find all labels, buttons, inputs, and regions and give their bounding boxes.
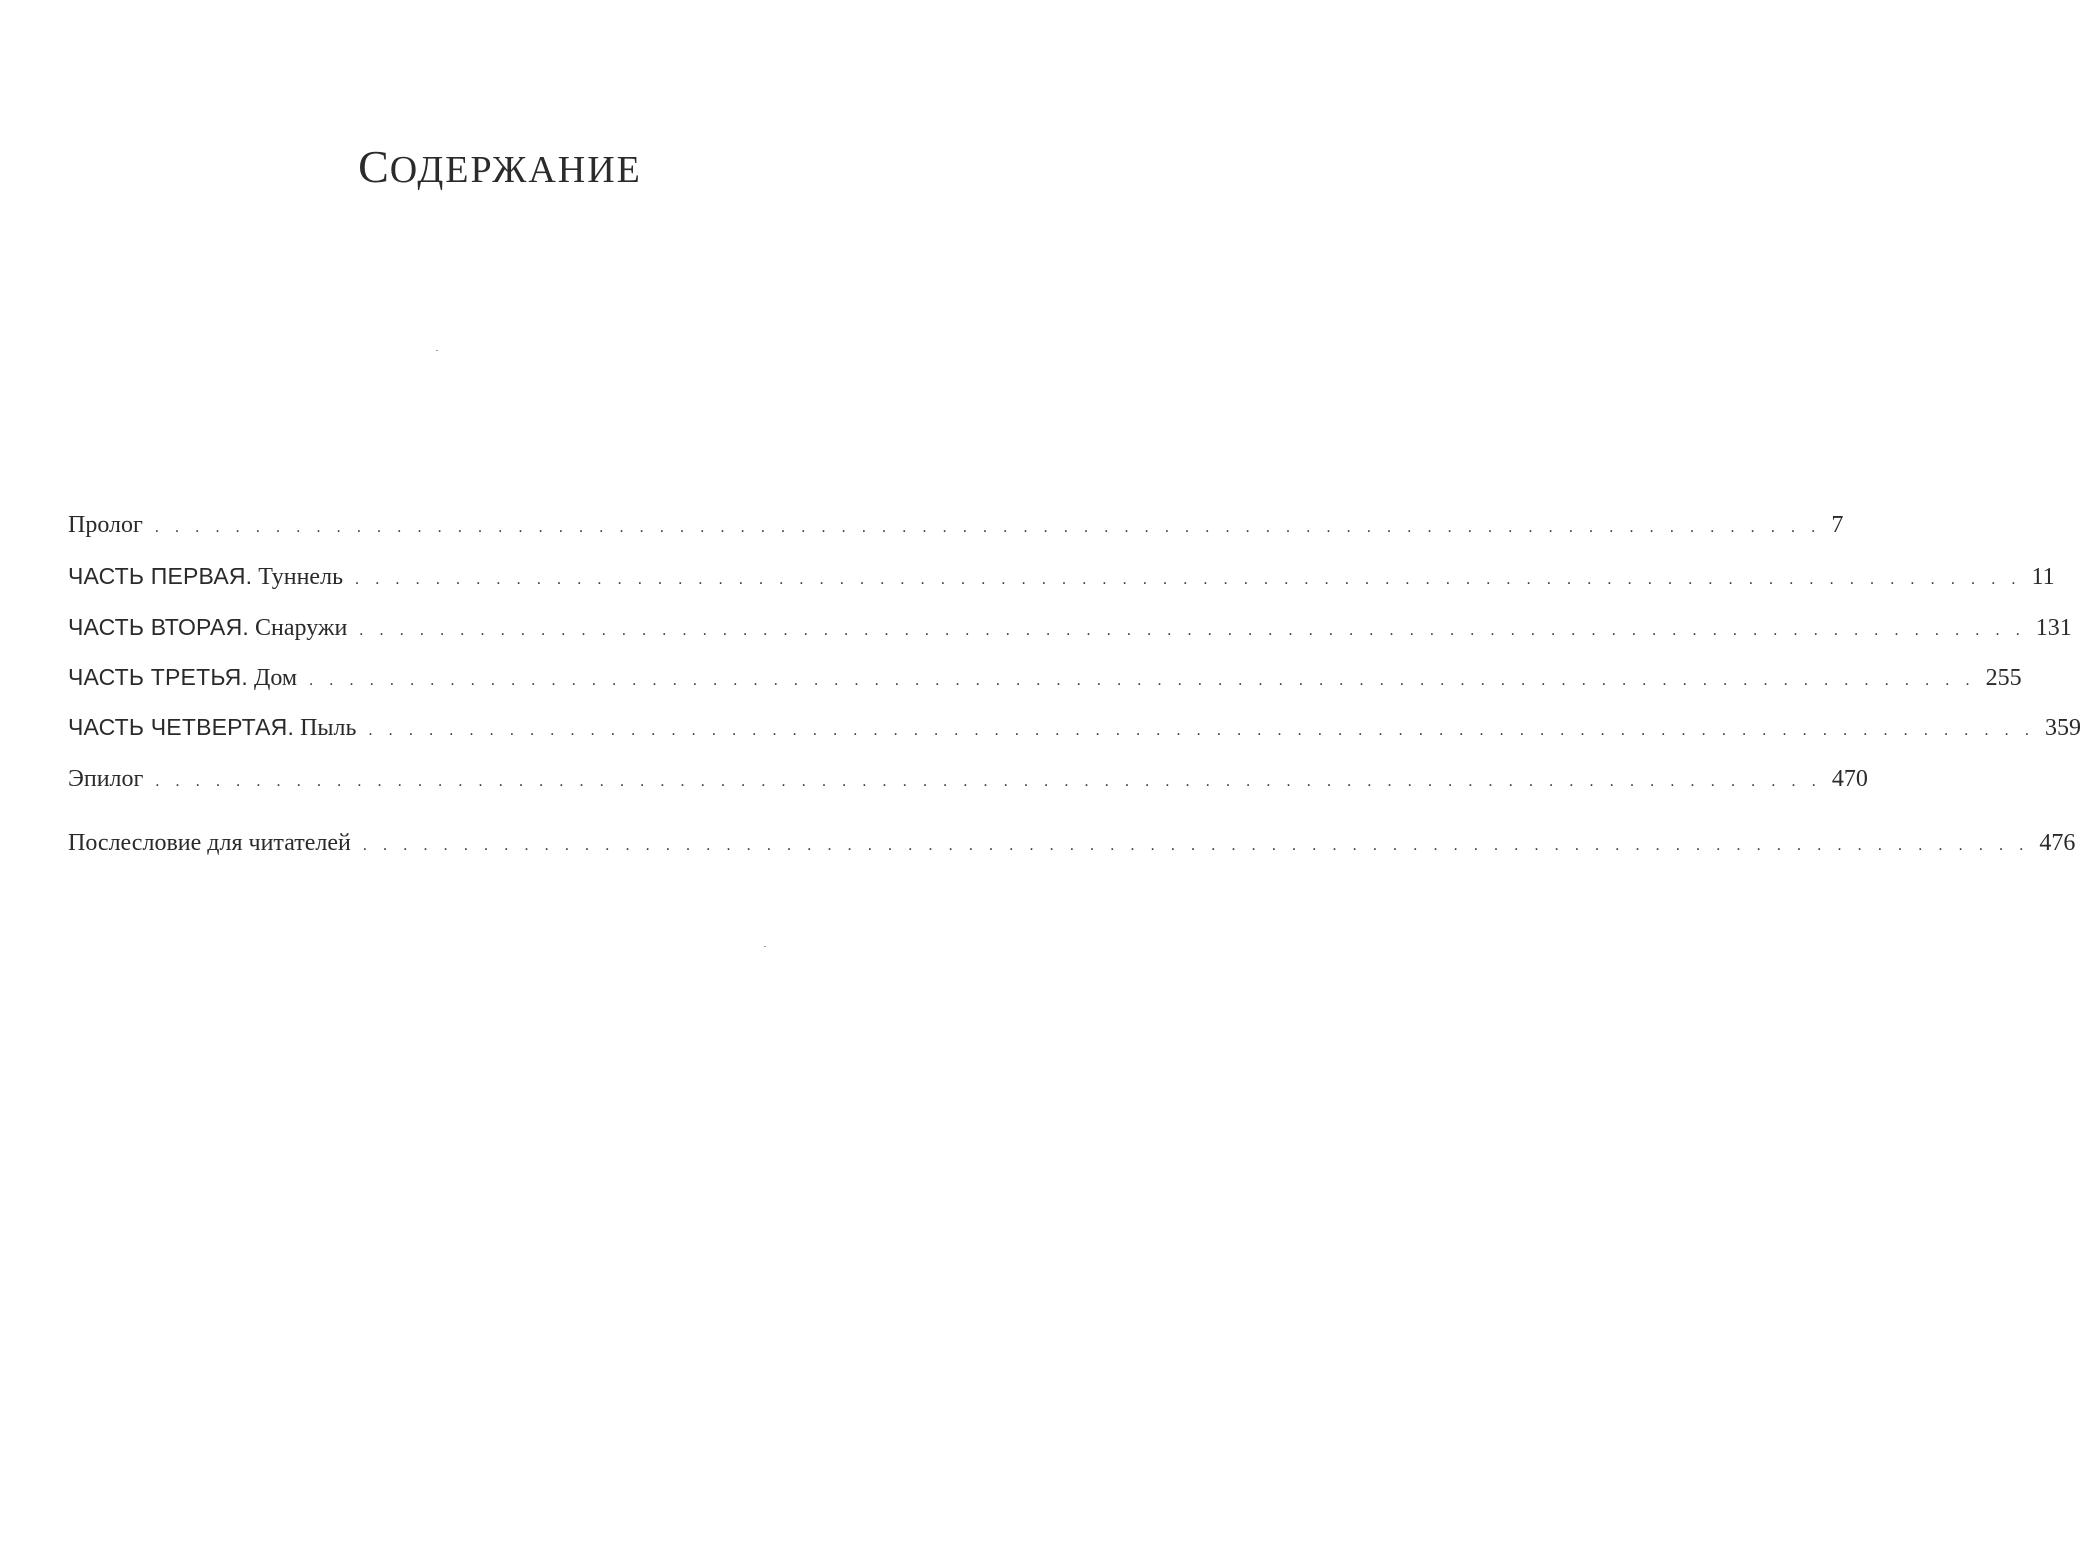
toc-entry-prologue[interactable]	[68, 504, 1844, 544]
paper-speck	[764, 946, 766, 947]
toc-entry-title	[68, 758, 155, 799]
toc-entry-title	[68, 607, 359, 648]
toc-entry-name: Пыль	[294, 715, 357, 741]
toc-entry-epilogue[interactable]	[68, 758, 1868, 798]
toc-entry-page-number: 476	[2039, 830, 2076, 856]
toc-entry-part: ЧАСТЬ ВТОРАЯ.	[68, 614, 249, 640]
toc-entry-page-number: 7	[1831, 512, 1844, 538]
toc-entry-part: ЧАСТЬ ЧЕТВЕРТАЯ.	[68, 714, 295, 740]
toc-entry-name: Туннель	[252, 564, 344, 590]
toc-entry-part: ЧАСТЬ ТРЕТЬЯ.	[68, 664, 248, 690]
page-title-rest: ОДЕРЖАНИЕ	[389, 149, 642, 191]
toc-entry-name: Дом	[248, 665, 298, 691]
dot-leader: . . . . . . . . . . . . . . . . . . . . . . . . . . . . . . . . . . . . . . . . . . . . . . . . . . . . . . . . . . . . . . . . . . . . . . . . . . . . . . . . . . .	[359, 622, 2026, 639]
dot-leader: . . . . . . . . . . . . . . . . . . . . . . . . . . . . . . . . . . . . . . . . . . . . . . . . . . . . . . . . . . . . . . . . . . . . . . . . . . . . . . . . . . .	[309, 672, 1976, 689]
toc-entry-part-one[interactable]	[68, 556, 2055, 596]
page-title	[0, 134, 1000, 203]
toc-entry-title	[68, 822, 363, 863]
toc-entry-title	[68, 556, 355, 597]
dot-leader: . . . . . . . . . . . . . . . . . . . . . . . . . . . . . . . . . . . . . . . . . . . . . . . . . . . . . . . . . . . . . . . . . . . . . . . . . . . . . . . . . . .	[155, 773, 1822, 790]
toc-entry-page-number: 470	[1831, 766, 1868, 792]
paper-speck	[436, 350, 438, 351]
page-title-initial: С	[358, 141, 390, 192]
dot-leader: . . . . . . . . . . . . . . . . . . . . . . . . . . . . . . . . . . . . . . . . . . . . . . . . . . . . . . . . . . . . . . . . . . . . . . . . . . . . . . . . . . .	[355, 571, 2022, 588]
toc-entry-part-three[interactable]	[68, 657, 2022, 697]
toc-entry-part: ЧАСТЬ ПЕРВАЯ.	[68, 563, 253, 589]
toc-entry-page-number: 131	[2035, 615, 2072, 641]
toc-entry-afterword[interactable]	[68, 822, 2076, 862]
toc-entry-page-number: 359	[2044, 715, 2081, 741]
dot-leader: . . . . . . . . . . . . . . . . . . . . . . . . . . . . . . . . . . . . . . . . . . . . . . . . . . . . . . . . . . . . . . . . . . . . . . . . . . . . . . . . . . .	[368, 722, 2035, 739]
toc-entry-part-two[interactable]	[68, 607, 2072, 647]
toc-entry-title	[68, 707, 368, 748]
dot-leader: . . . . . . . . . . . . . . . . . . . . . . . . . . . . . . . . . . . . . . . . . . . . . . . . . . . . . . . . . . . . . . . . . . . . . . . . . . . . . . . . . . .	[154, 519, 1822, 536]
toc-entry-title	[68, 504, 155, 545]
dot-leader: . . . . . . . . . . . . . . . . . . . . . . . . . . . . . . . . . . . . . . . . . . . . . . . . . . . . . . . . . . . . . . . . . . . . . . . . . . . . . . . . . . .	[362, 837, 2030, 854]
toc-entry-page-number: 255	[1985, 665, 2022, 691]
toc-entry-name: Послесловие для читателей	[68, 830, 351, 856]
toc-entry-page-number: 11	[2031, 564, 2055, 590]
toc-entry-name: Снаружи	[249, 615, 348, 641]
toc-entry-part-four[interactable]	[68, 707, 2081, 747]
toc-entry-name: Пролог	[68, 512, 143, 538]
toc-entry-title	[68, 657, 309, 698]
toc-entry-name: Эпилог	[68, 766, 144, 792]
